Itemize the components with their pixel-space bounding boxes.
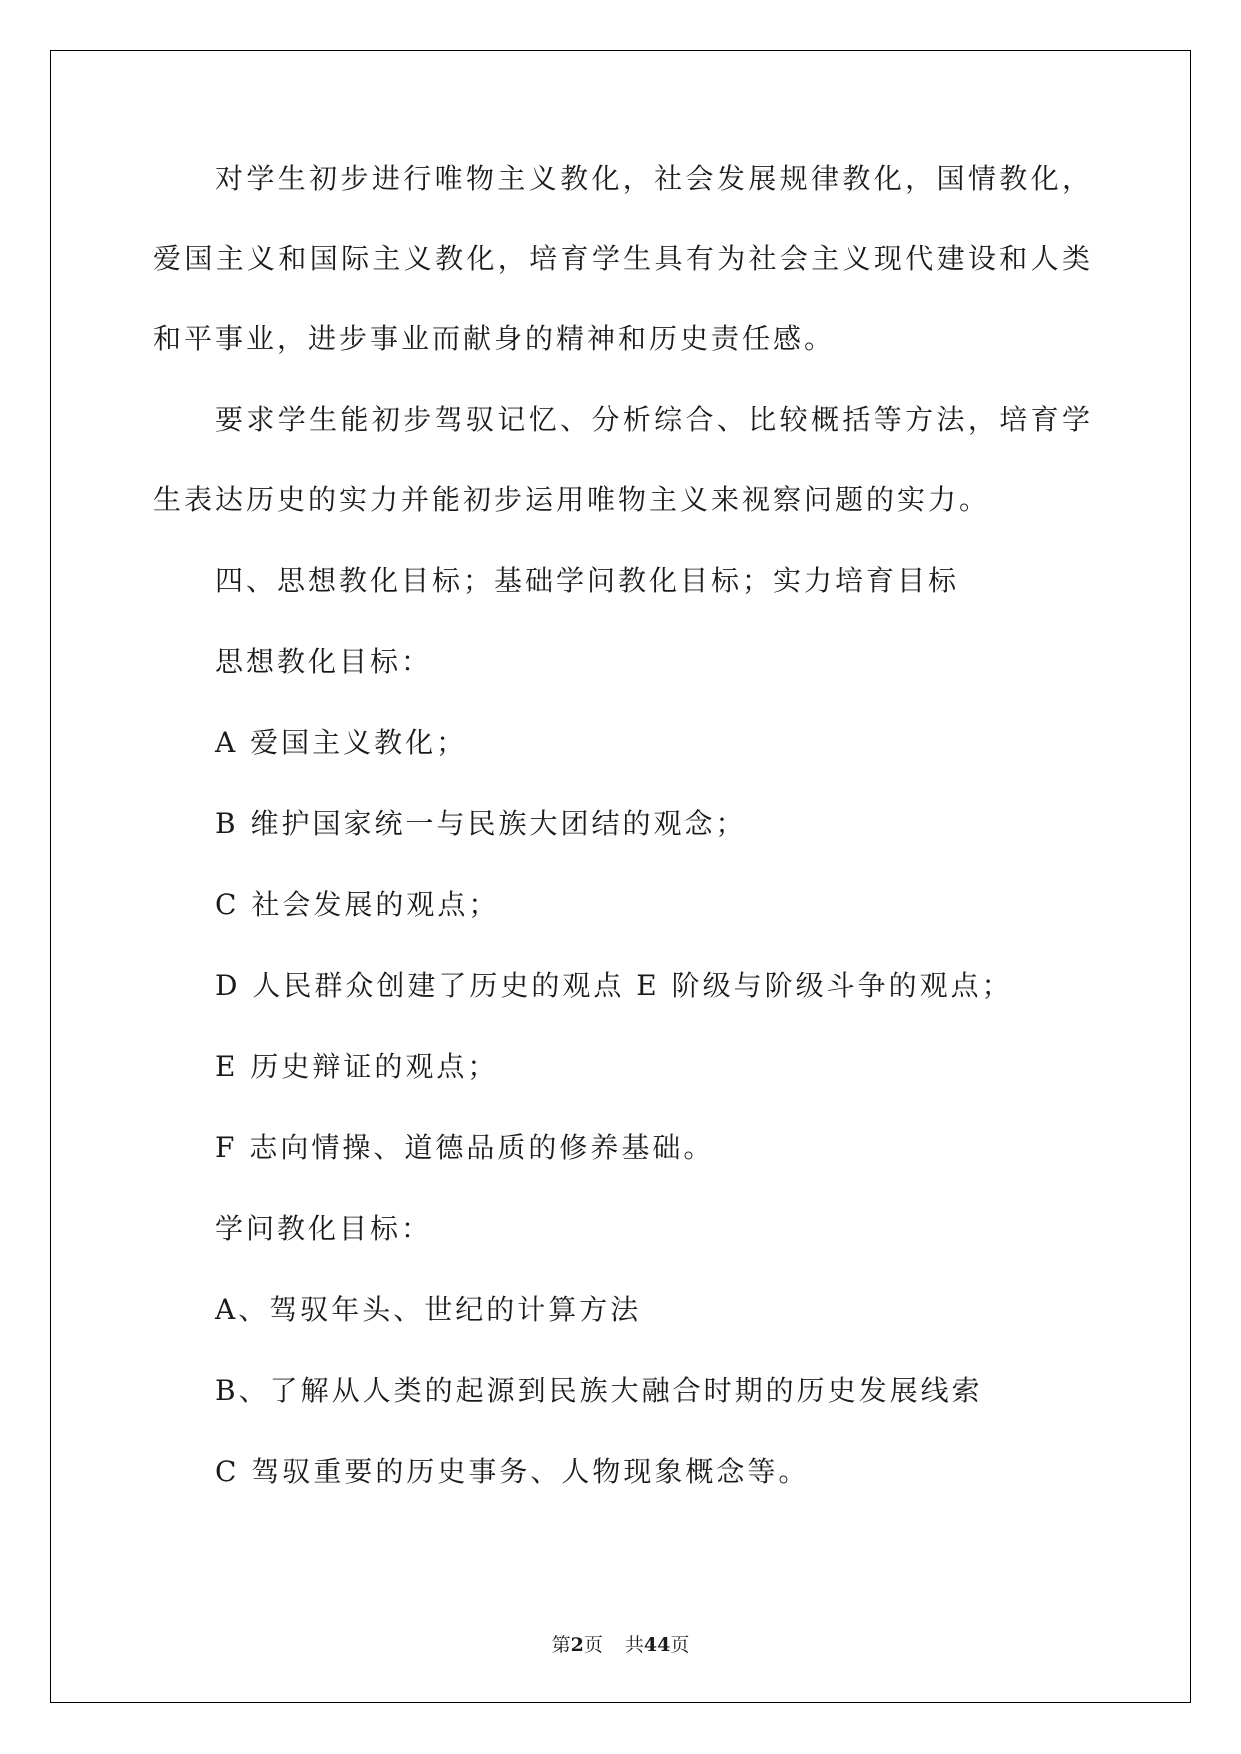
list-item-a: A 爱国主义教化； <box>215 726 468 759</box>
paragraph-skill-requirements: 要求学生能初步驾驭记忆、分析综合、比较概括等方法，培育学生表达历史的实力并能初步运用唯物主义来视察问题的实力。 <box>153 403 1093 516</box>
knowledge-item-b: B、了解从人类的起源到民族大融合时期的历史发展线索 <box>215 1374 983 1407</box>
section-heading-four: 四、思想教化目标；基础学问教化目标；实力培育目标 <box>215 564 960 597</box>
total-suffix: 页 <box>670 1634 690 1656</box>
list-item-e: E 历史辩证的观点； <box>215 1050 499 1083</box>
list-item-d: D 人民群众创建了历史的观点 E 阶级与阶级斗争的观点； <box>215 969 1013 1002</box>
list-item-f: F 志向情操、道德品质的修养基础。 <box>215 1131 715 1164</box>
page-suffix: 页 <box>583 1634 603 1656</box>
page-footer <box>0 1633 1241 1657</box>
list-item-c: C 社会发展的观点； <box>215 888 500 921</box>
knowledge-item-a: A、驾驭年头、世纪的计算方法 <box>215 1293 642 1326</box>
document-body <box>153 162 1093 1536</box>
total-pages: 44 <box>643 1634 671 1656</box>
total-prefix: 共 <box>624 1634 644 1656</box>
list-item-b: B 维护国家统一与民族大团结的观念； <box>215 807 747 840</box>
subheading-knowledge-goals: 学问教化目标： <box>215 1212 433 1245</box>
page-prefix: 第 <box>551 1634 571 1656</box>
page-number: 2 <box>570 1634 584 1656</box>
knowledge-item-c: C 驾驭重要的历史事务、人物现象概念等。 <box>215 1455 810 1488</box>
subheading-ideology-goals: 思想教化目标： <box>215 645 433 678</box>
paragraph-education-goals: 对学生初步进行唯物主义教化，社会发展规律教化，国情教化，爱国主义和国际主义教化，培育学生具有为社会主义现代建设和人类和平事业，进步事业而献身的精神和历史责任感。 <box>153 162 1093 355</box>
